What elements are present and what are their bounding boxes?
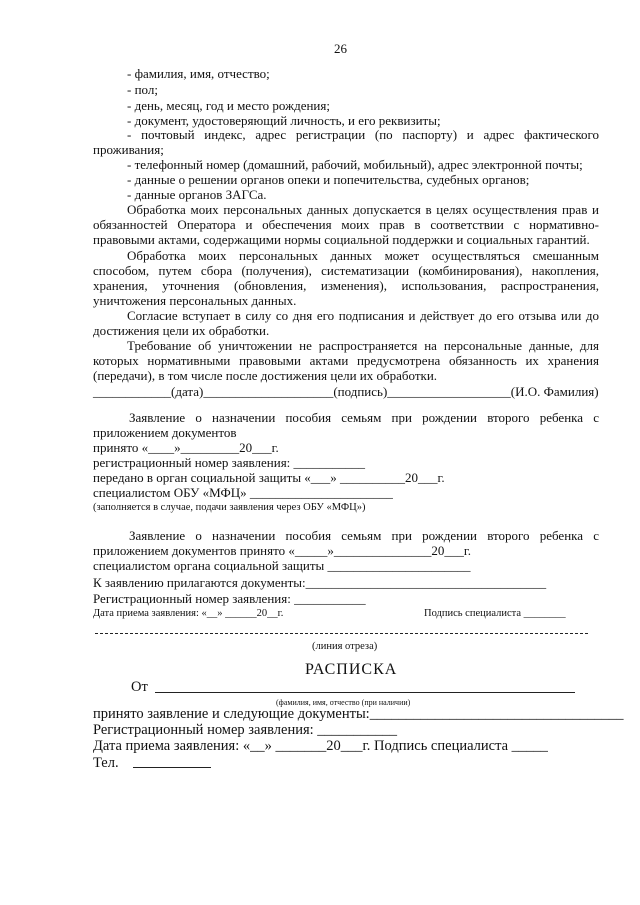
list-item: - день, месяц, год и место рождения; (127, 98, 330, 113)
application-text: Заявление о назначении пособия семьям при рождении второго ребенка с (129, 410, 599, 425)
paragraph-line: хранения, уточнения (обновления, изменения), использования, распространения, (93, 278, 599, 293)
receipt-date-signature-field: Дата приема заявления: «__» _______20___г. Подпись специалиста _____ (93, 738, 548, 754)
registration-number-field: Регистрационный номер заявления: ___________ (93, 591, 366, 606)
list-item: - документ, удостоверяющий личность, и его реквизиты; (127, 113, 441, 128)
paragraph-line: Обработка моих персональных данных допускается в целях осуществления прав и (127, 202, 599, 217)
authority-specialist-field: специалистом органа социальной защиты ______________________ (93, 558, 471, 573)
mfc-specialist-field: специалистом ОБУ «МФЦ» ______________________ (93, 485, 393, 500)
list-item: проживания; (93, 142, 164, 157)
list-item: - почтовый индекс, адрес регистрации (по паспорту) и адрес фактического (127, 127, 599, 142)
receipt-date-field: Дата приема заявления: «__» ______20__г. (93, 608, 284, 619)
list-item: - пол; (127, 82, 158, 97)
transferred-date-field: передано в орган социальной защиты «___» __________20___г. (93, 470, 445, 485)
paragraph-line: Обработка моих персональных данных может осуществляться смешанным (127, 248, 599, 263)
from-hint: (фамилия, имя, отчество (при наличии) (276, 698, 411, 707)
cut-line (95, 633, 588, 634)
from-label: От (131, 679, 148, 695)
paragraph-line: способом, путем сбора (получения), систематизации (комбинирования), накопления, (93, 263, 599, 278)
paragraph-line: правовыми актами, содержащими нормы социальной поддержки и социальных гарантий. (93, 232, 590, 247)
registration-number-field: регистрационный номер заявления: ___________ (93, 455, 366, 470)
page-number: 26 (334, 41, 347, 56)
accepted-date-field: приложением документов принято «_____»_______________20___г. (93, 543, 471, 558)
tel-underline (133, 767, 211, 768)
accepted-date-field: принято «____»_________20___г. (93, 440, 279, 455)
paragraph-line: уничтожения персональных данных. (93, 293, 297, 308)
registration-number-field: Регистрационный номер заявления: ___________ (93, 722, 398, 738)
tel-label: Тел. (93, 755, 119, 771)
application-text: Заявление о назначении пособия семьям при рождении второго ребенка с (129, 528, 599, 543)
list-item: - телефонный номер (домашний, рабочий, мобильный), адрес электронной почты; (127, 157, 583, 172)
documents-field: принято заявление и следующие документы:___________________________________ (93, 706, 624, 722)
specialist-signature-field: Подпись специалиста ________ (424, 608, 566, 619)
attached-documents-field: К заявлению прилагаются документы:_____________________________________ (93, 575, 547, 590)
paragraph-line: которых нормативными правовыми актами предусмотрена обязанность их хранения (93, 353, 599, 368)
cut-line-label: (линия отреза) (312, 641, 378, 652)
application-text: приложением документов (93, 425, 237, 440)
paragraph-line: достижения цели их обработки. (93, 323, 270, 338)
paragraph-line: (передачи), в том числе после достижения цели их обработки. (93, 368, 438, 383)
paragraph-line: Согласие вступает в силу со дня его подписания и действует до его отзыва или до (127, 308, 599, 323)
mfc-note: (заполняется в случае, подачи заявления через ОБУ «МФЦ») (93, 502, 366, 513)
paragraph-line: обязанностей Оператора и обеспечения моих прав в соответствии с нормативно- (93, 217, 599, 232)
from-underline (155, 692, 575, 693)
list-item: - данные органов ЗАГСа. (127, 187, 267, 202)
list-item: - данные о решении органов опеки и попечительства, судебных органов; (127, 172, 530, 187)
receipt-title: РАСПИСКА (305, 661, 398, 678)
list-item: - фамилия, имя, отчество; (127, 66, 270, 81)
signature-line: ____________(дата)____________________(подпись)___________________(И.О. Фамилия) (93, 384, 599, 399)
paragraph-line: Требование об уничтожении не распространяется на персональные данные, для (127, 338, 599, 353)
